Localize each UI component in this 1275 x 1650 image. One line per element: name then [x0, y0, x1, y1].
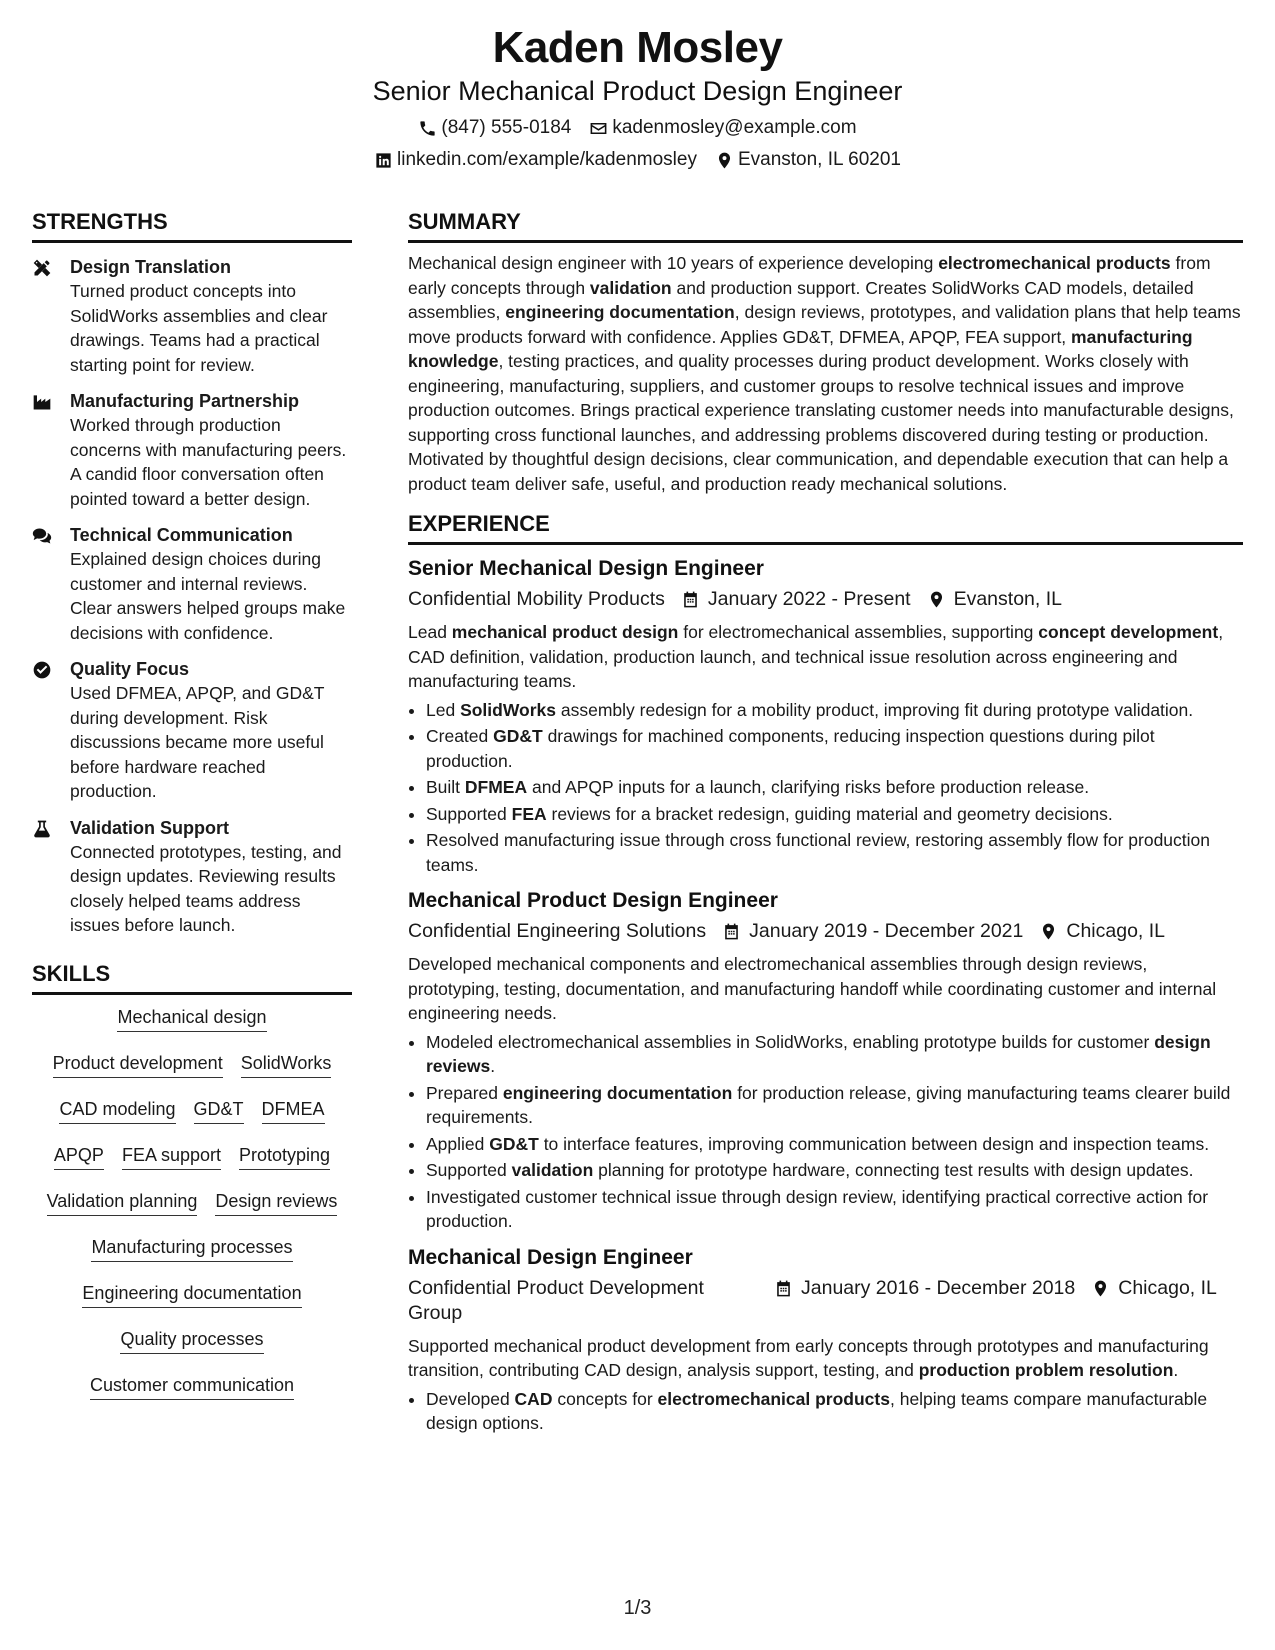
job-company: Confidential Engineering Solutions	[408, 920, 707, 942]
job-location	[927, 587, 1062, 612]
skill-tag: Product development	[53, 1051, 223, 1078]
job-description-text: Developed mechanical components and electromechanical assemblies through design reviews, prototyping, testing, documentation, and manufacturing handoff while coordinating customer and internal engineering needs.	[408, 954, 1217, 1023]
bullet-bold: SolidWorks	[460, 699, 557, 720]
bullet-text: reviews for a bracket redesign, guiding material and geometry decisions.	[546, 803, 1113, 824]
skill-row	[32, 1189, 352, 1216]
linkedin-icon	[374, 151, 393, 170]
job-description-text: , CAD definition, validation, production launch, and technical issue resolution across engineering and manufacturing teams.	[408, 622, 1224, 691]
job-bullet	[426, 1387, 1243, 1436]
job-description	[408, 620, 1243, 694]
job-dates	[774, 1276, 1075, 1301]
bullet-text: drawings for machined components, reducing inspection questions during pilot production.	[426, 726, 1155, 771]
job-description	[408, 952, 1243, 1026]
skill-row	[32, 1373, 352, 1400]
flask-icon	[32, 819, 52, 839]
bullet-bold: electromechanical products	[657, 1388, 890, 1409]
job-entry	[408, 887, 1243, 1234]
bullet-text: Applied	[426, 1133, 490, 1154]
strength-description: Connected prototypes, testing, and design updates. Reviewing results closely helped teams address issues before launch.	[70, 841, 342, 935]
map-pin-icon	[1039, 922, 1058, 941]
job-title: Senior Mechanical Design Engineer	[408, 557, 764, 580]
strength-title: Design Translation	[70, 257, 232, 277]
skill-tag: APQP	[54, 1143, 104, 1170]
strength-item	[32, 389, 352, 511]
skill-row	[32, 1005, 352, 1032]
job-description	[408, 1334, 1243, 1383]
job-bullets	[408, 1387, 1243, 1436]
job-bullet	[426, 1081, 1243, 1130]
job-location-text: Evanston, IL	[953, 588, 1062, 610]
resume-header	[0, 22, 1275, 172]
bullet-bold: GD&T	[489, 1133, 539, 1154]
job-description-text: Supported mechanical product development from early concepts through prototypes and manufacturing transition, contributing CAD design, analysis support, testing, and	[408, 1335, 1209, 1380]
job-meta	[408, 919, 1243, 944]
skill-tag: Prototyping	[239, 1143, 330, 1170]
skill-row	[32, 1051, 352, 1078]
summary-bold: validation	[589, 277, 672, 298]
map-pin-icon	[927, 590, 946, 609]
skill-tag: Engineering documentation	[82, 1281, 301, 1308]
job-dates	[681, 587, 911, 612]
job-location-text: Chicago, IL	[1118, 1276, 1217, 1299]
linkedin-url[interactable]: linkedin.com/example/kadenmosley	[397, 149, 697, 170]
linkedin-contact[interactable]	[374, 148, 697, 172]
skill-tag: SolidWorks	[241, 1051, 332, 1078]
skill-tag: FEA support	[122, 1143, 221, 1170]
job-company: Confidential Mobility Products	[408, 588, 665, 610]
skill-tag: Quality processes	[120, 1327, 263, 1354]
summary-heading: SUMMARY	[408, 208, 1243, 243]
strength-description: Worked through production concerns with manufacturing peers. A candid floor conversation often pointed toward a better design.	[70, 415, 347, 509]
job-dates-text: January 2016 - December 2018	[801, 1276, 1076, 1299]
job-company: Confidential Product Development Group	[408, 1276, 704, 1324]
bullet-bold: FEA	[511, 803, 547, 824]
summary-text: , testing practices, and quality processes during product development. Works closely with engineering, manufacturing, suppliers, and customer groups to resolve technical issues and improve production outcomes. Brings practical experience translating customer needs into manufacturable designs, supporting cross functional launches, and addressing problems discovered during testing or production. Motivated by thoughtful design decisions, clear communication, and dependable execution that can help a product team deliver safe, useful, and production ready mechanical solutions.	[408, 351, 1234, 494]
bullet-bold: CAD	[514, 1388, 553, 1409]
skill-tag: Design reviews	[215, 1189, 337, 1216]
strength-title: Validation Support	[70, 817, 230, 838]
bullet-text: and APQP inputs for a launch, clarifying risks before production release.	[527, 777, 1090, 797]
bullet-text: Investigated customer technical issue through design review, identifying practical corrective action for production.	[426, 1186, 1209, 1231]
job-dates-text: January 2022 - Present	[707, 588, 911, 610]
strength-item	[32, 523, 352, 645]
skill-tag: DFMEA	[262, 1097, 325, 1124]
summary-text	[408, 251, 1243, 496]
phone-icon	[418, 119, 437, 138]
phone-number: (847) 555-0184	[441, 117, 572, 138]
skill-row	[32, 1327, 352, 1354]
summary-bold: engineering documentation	[505, 302, 735, 322]
job-description-text: for electromechanical assemblies, supporting	[678, 622, 1039, 642]
skill-tag: Manufacturing processes	[91, 1235, 292, 1262]
job-bullets	[408, 698, 1243, 878]
skill-tag: CAD modeling	[59, 1097, 175, 1124]
comments-icon	[32, 526, 52, 546]
calendar-icon	[681, 590, 700, 609]
check-circle-icon	[32, 660, 52, 680]
job-dates	[722, 919, 1023, 944]
phone-contact	[418, 116, 571, 140]
calendar-icon	[722, 922, 741, 941]
bullet-bold: engineering documentation	[502, 1082, 733, 1103]
calendar-icon	[774, 1279, 793, 1298]
bullet-text: assembly redesign for a mobility product, improving fit during prototype validation.	[556, 699, 1194, 720]
strength-title: Manufacturing Partnership	[70, 391, 300, 411]
right-column	[408, 208, 1243, 1438]
strength-title: Quality Focus	[70, 659, 190, 679]
job-location	[1091, 1276, 1217, 1301]
summary-text: , design reviews, prototypes, and validation plans that help teams move products forward with confidence. Applies GD&T, DFMEA, APQP, FEA support,	[408, 302, 1241, 347]
bullet-text: Modeled electromechanical assemblies in SolidWorks, enabling prototype builds for customer	[426, 1031, 1155, 1052]
contact-row-2	[0, 148, 1275, 172]
summary-bold: manufacturing knowledge	[408, 326, 1193, 371]
job-description-text: .	[1173, 1360, 1179, 1380]
skill-row	[32, 1097, 352, 1124]
strengths-heading: STRENGTHS	[32, 208, 352, 243]
bullet-text: Supported	[426, 1160, 512, 1180]
contact-row-1	[0, 116, 1275, 140]
job-bullet	[426, 724, 1243, 773]
summary-text: Mechanical design engineer with 10 years of experience developing	[408, 253, 939, 273]
bullet-text: for production release, giving manufacturing teams clearer build requirements.	[426, 1082, 1231, 1127]
experience-heading: EXPERIENCE	[408, 510, 1243, 545]
bullet-text: Supported	[426, 803, 512, 824]
bullet-text: Built	[426, 777, 465, 797]
job-bullet	[426, 1132, 1243, 1157]
job-dates-text: January 2019 - December 2021	[749, 920, 1024, 942]
skill-tag: Mechanical design	[117, 1005, 266, 1032]
job-title: Mechanical Product Design Engineer	[408, 889, 778, 912]
strength-item	[32, 816, 352, 938]
email-address[interactable]: kadenmosley@example.com	[612, 117, 857, 138]
skill-tag: Validation planning	[47, 1189, 198, 1216]
skills-list	[32, 1005, 352, 1400]
job-meta	[408, 587, 1243, 612]
job-description-bold: mechanical product design	[451, 622, 679, 642]
strength-title: Technical Communication	[70, 525, 293, 545]
skill-tag: GD&T	[194, 1097, 244, 1124]
job-list	[408, 555, 1243, 1436]
summary-text: from early concepts through	[408, 253, 1211, 298]
bullet-bold: validation	[511, 1160, 594, 1180]
industry-icon	[32, 392, 52, 412]
job-bullet	[426, 1158, 1243, 1183]
job-description-bold: concept development	[1038, 622, 1219, 642]
map-pin-icon	[715, 151, 734, 170]
strength-description: Explained design choices during customer and internal reviews. Clear answers helped groups make decisions with confidence.	[70, 549, 346, 643]
bullet-text: .	[490, 1056, 496, 1076]
job-title: Mechanical Design Engineer	[408, 1245, 693, 1269]
job-location	[1039, 919, 1165, 944]
bullet-bold: DFMEA	[464, 777, 528, 797]
job-bullet	[426, 828, 1243, 877]
bullet-text: concepts for	[552, 1388, 658, 1409]
bullet-text: , helping teams compare manufacturable design options.	[426, 1388, 1208, 1433]
skills-section	[32, 960, 352, 1400]
job-meta	[408, 1276, 1243, 1326]
pencil-ruler-icon	[32, 258, 52, 278]
job-description-text: Lead	[408, 622, 452, 642]
job-bullet	[426, 698, 1243, 723]
skill-row	[32, 1281, 352, 1308]
skill-tag: Customer communication	[90, 1373, 294, 1400]
strength-item	[32, 657, 352, 804]
bullet-text: Prepared	[426, 1082, 503, 1103]
page-number: 1/3	[623, 1597, 652, 1619]
email-contact[interactable]	[589, 116, 856, 140]
bullet-text: Led	[426, 699, 461, 720]
candidate-headline: Senior Mechanical Product Design Engineer	[372, 76, 903, 106]
bullet-text: to interface features, improving communication between design and inspection teams.	[538, 1133, 1210, 1154]
bullet-bold: design reviews	[426, 1031, 1211, 1076]
candidate-name: Kaden Mosley	[492, 23, 783, 72]
summary-text: and production support. Creates SolidWorks CAD models, detailed assemblies,	[408, 277, 1194, 322]
summary-bold: electromechanical products	[938, 253, 1171, 273]
skill-row	[32, 1143, 352, 1170]
strength-description: Used DFMEA, APQP, and GD&T during development. Risk discussions became more useful before hardware reached production.	[70, 683, 325, 801]
location-contact	[715, 148, 901, 172]
map-pin-icon	[1091, 1279, 1110, 1298]
skills-heading: SKILLS	[32, 960, 352, 995]
job-location-text: Chicago, IL	[1066, 920, 1166, 942]
experience-section	[408, 510, 1243, 1436]
location-text: Evanston, IL 60201	[737, 149, 901, 170]
bullet-text: Developed	[426, 1388, 515, 1409]
strength-description: Turned product concepts into SolidWorks assemblies and clear drawings. Teams had a practical starting point for review.	[70, 281, 328, 375]
job-entry	[408, 1244, 1243, 1436]
job-description-bold: production problem resolution	[918, 1360, 1174, 1380]
left-column	[32, 208, 352, 1419]
bullet-text: Created	[426, 726, 494, 746]
job-bullets	[408, 1030, 1243, 1234]
job-bullet	[426, 802, 1243, 827]
job-bullet	[426, 775, 1243, 800]
bullet-text: Resolved manufacturing issue through cross functional review, restoring assembly flow for production teams.	[426, 830, 1210, 875]
skill-row	[32, 1235, 352, 1262]
strength-item	[32, 255, 352, 377]
job-entry	[408, 555, 1243, 877]
job-bullet	[426, 1185, 1243, 1234]
job-bullet	[426, 1030, 1243, 1079]
bullet-text: planning for prototype hardware, connecting test results with design updates.	[593, 1160, 1194, 1180]
bullet-bold: GD&T	[493, 726, 543, 746]
envelope-icon	[589, 119, 608, 138]
